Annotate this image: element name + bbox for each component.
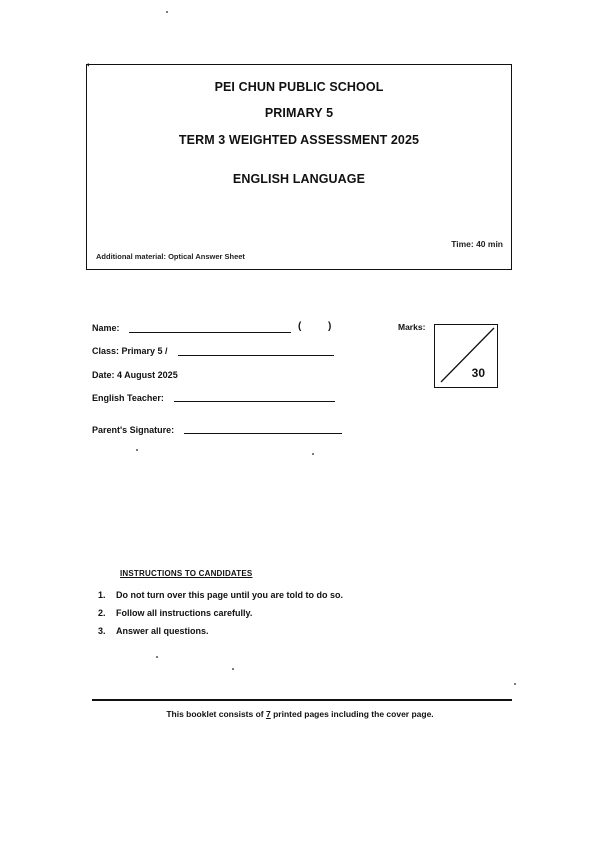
register-close-paren: ) bbox=[328, 321, 332, 332]
additional-material: Additional material: Optical Answer Sheet bbox=[96, 252, 245, 261]
register-open-paren: ( bbox=[298, 321, 302, 332]
instruction-item bbox=[98, 626, 209, 636]
assessment-title: TERM 3 WEIGHTED ASSESSMENT 2025 bbox=[178, 133, 420, 147]
marks-label: Marks: bbox=[398, 322, 426, 332]
instruction-text: Do not turn over this page until you are told to do so. bbox=[116, 590, 343, 600]
instruction-number: 2. bbox=[98, 608, 106, 618]
parent-signature-label: Parent's Signature: bbox=[92, 425, 175, 435]
instruction-item bbox=[98, 590, 343, 600]
scan-speck bbox=[514, 683, 516, 685]
class-label: Class: Primary 5 / bbox=[92, 346, 168, 356]
footer-rule bbox=[92, 699, 512, 701]
time-allowed: Time: 40 min bbox=[451, 239, 503, 249]
school-name: PEI CHUN PUBLIC SCHOOL bbox=[214, 80, 384, 94]
marks-diagonal bbox=[435, 325, 496, 386]
teacher-line[interactable] bbox=[174, 401, 335, 402]
scan-speck bbox=[136, 449, 138, 451]
scan-mark: ' bbox=[87, 62, 90, 74]
instruction-number: 1. bbox=[98, 590, 106, 600]
parent-signature-line[interactable] bbox=[184, 433, 342, 434]
name-label: Name: bbox=[92, 323, 120, 333]
page-count: 7 bbox=[265, 709, 271, 719]
subject-title: ENGLISH LANGUAGE bbox=[232, 172, 366, 186]
scan-speck bbox=[166, 11, 168, 13]
marks-box bbox=[434, 324, 498, 388]
scan-speck bbox=[232, 668, 234, 670]
instruction-number: 3. bbox=[98, 626, 106, 636]
scan-speck bbox=[156, 656, 158, 658]
teacher-label: English Teacher: bbox=[92, 393, 164, 403]
footer-suffix: printed pages including the cover page. bbox=[270, 709, 434, 719]
class-line[interactable] bbox=[178, 355, 334, 356]
level-title: PRIMARY 5 bbox=[264, 106, 334, 120]
scan-speck bbox=[312, 453, 314, 455]
instruction-item bbox=[98, 608, 252, 618]
footer-note bbox=[0, 709, 600, 719]
name-line[interactable] bbox=[129, 332, 291, 333]
header-box bbox=[86, 64, 512, 270]
instruction-text: Follow all instructions carefully. bbox=[116, 608, 253, 618]
footer-prefix: This booklet consists of bbox=[166, 709, 266, 719]
date-label: Date: 4 August 2025 bbox=[92, 370, 178, 380]
marks-total: 30 bbox=[471, 366, 485, 380]
instruction-text: Answer all questions. bbox=[116, 626, 209, 636]
instructions-title: INSTRUCTIONS TO CANDIDATES bbox=[120, 569, 253, 578]
